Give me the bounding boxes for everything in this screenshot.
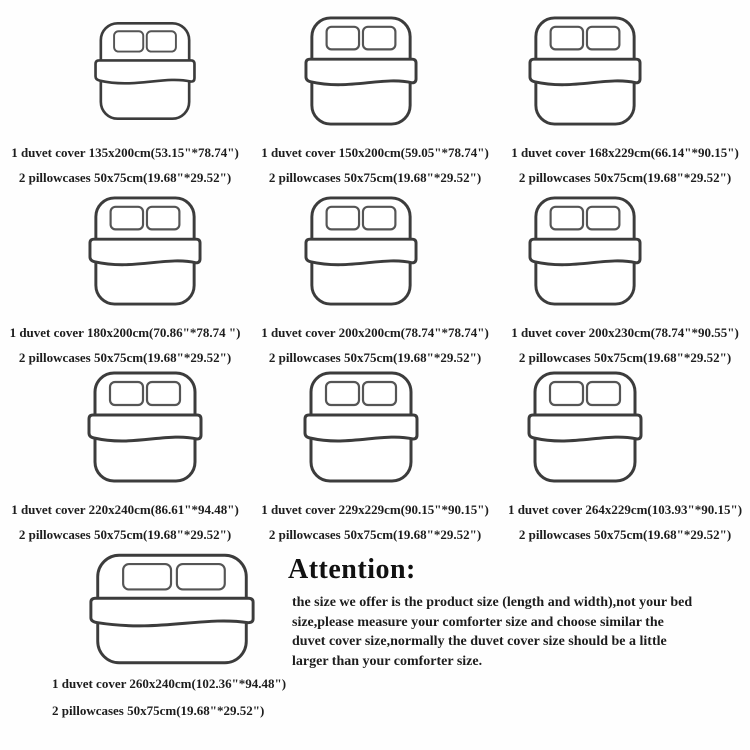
- duvet-size-label: 1 duvet cover 200x200cm(78.74"*78.74"): [261, 325, 489, 340]
- duvet-size-label: 1 duvet cover 135x200cm(53.15"*78.74"): [11, 145, 239, 160]
- attention-heading: Attention:: [288, 554, 416, 585]
- duvet-size-label: 1 duvet cover 150x200cm(59.05"*78.74"): [261, 145, 489, 160]
- size-card-220x240: [0, 369, 250, 543]
- size-card-200x200: [250, 194, 500, 366]
- bed-top-view-wide-icon: [86, 551, 258, 669]
- bed-top-view-icon: [521, 369, 649, 485]
- bed-top-view-icon: [83, 369, 207, 485]
- pillowcase-size-label: 2 pillowcases 50x75cm(19.68"*29.52"): [18, 170, 232, 185]
- attention-line: the size we offer is the product size (length and width),not your bed: [292, 595, 693, 610]
- bed-top-view-icon: [92, 14, 198, 128]
- bed-top-view-icon: [300, 369, 422, 485]
- bed-top-view-icon: [526, 14, 644, 128]
- size-card-200x230: [500, 194, 750, 366]
- size-card-180x200: [0, 194, 250, 366]
- bed-top-view-icon: [525, 194, 645, 308]
- pillowcase-size-label: 2 pillowcases 50x75cm(19.68"*29.52"): [52, 703, 265, 718]
- pillowcase-size-label: 2 pillowcases 50x75cm(19.68"*29.52"): [518, 350, 732, 365]
- duvet-size-label: 1 duvet cover 264x229cm(103.93"*90.15"): [507, 502, 743, 517]
- size-card-264x229: [500, 369, 750, 543]
- attention-line: larger than your comforter size.: [292, 653, 483, 669]
- attention-line: duvet cover size,normally the duvet cover size should be a little: [292, 634, 667, 649]
- pillowcase-size-label: 2 pillowcases 50x75cm(19.68"*29.52"): [268, 527, 482, 542]
- attention-line: size,please measure your comforter size and choose similar the: [292, 614, 664, 630]
- attention-body: [288, 593, 750, 671]
- bed-top-view-icon: [84, 194, 206, 308]
- duvet-size-label: 1 duvet cover 180x200cm(70.86"*78.74 "): [9, 325, 241, 340]
- attention-note: [288, 554, 750, 671]
- pillowcase-size-label: 2 pillowcases 50x75cm(19.68"*29.52"): [268, 170, 482, 185]
- duvet-size-label: 1 duvet cover 200x230cm(78.74"*90.55"): [511, 325, 739, 340]
- pillowcase-size-label: 2 pillowcases 50x75cm(19.68"*29.52"): [18, 527, 232, 542]
- pillowcase-size-label: 2 pillowcases 50x75cm(19.68"*29.52"): [518, 527, 732, 542]
- pillowcase-size-label: 2 pillowcases 50x75cm(19.68"*29.52"): [518, 170, 732, 185]
- duvet-size-label: 1 duvet cover 220x240cm(86.61"*94.48"): [11, 502, 239, 517]
- size-card-168x229: [500, 14, 750, 186]
- duvet-size-label: 1 duvet cover 168x229cm(66.14"*90.15"): [511, 145, 739, 160]
- duvet-size-label: 1 duvet cover 260x240cm(102.36"*94.48"): [52, 676, 287, 691]
- bed-top-view-icon: [302, 14, 420, 128]
- bed-top-view-icon: [300, 194, 422, 308]
- pillowcase-size-label: 2 pillowcases 50x75cm(19.68"*29.52"): [268, 350, 482, 365]
- duvet-size-label: 1 duvet cover 229x229cm(90.15"*90.15"): [261, 502, 489, 517]
- pillowcase-size-label: 2 pillowcases 50x75cm(19.68"*29.52"): [18, 350, 232, 365]
- size-card-150x200: [250, 14, 500, 186]
- size-card-229x229: [250, 369, 500, 543]
- size-card-135x200: [0, 14, 250, 186]
